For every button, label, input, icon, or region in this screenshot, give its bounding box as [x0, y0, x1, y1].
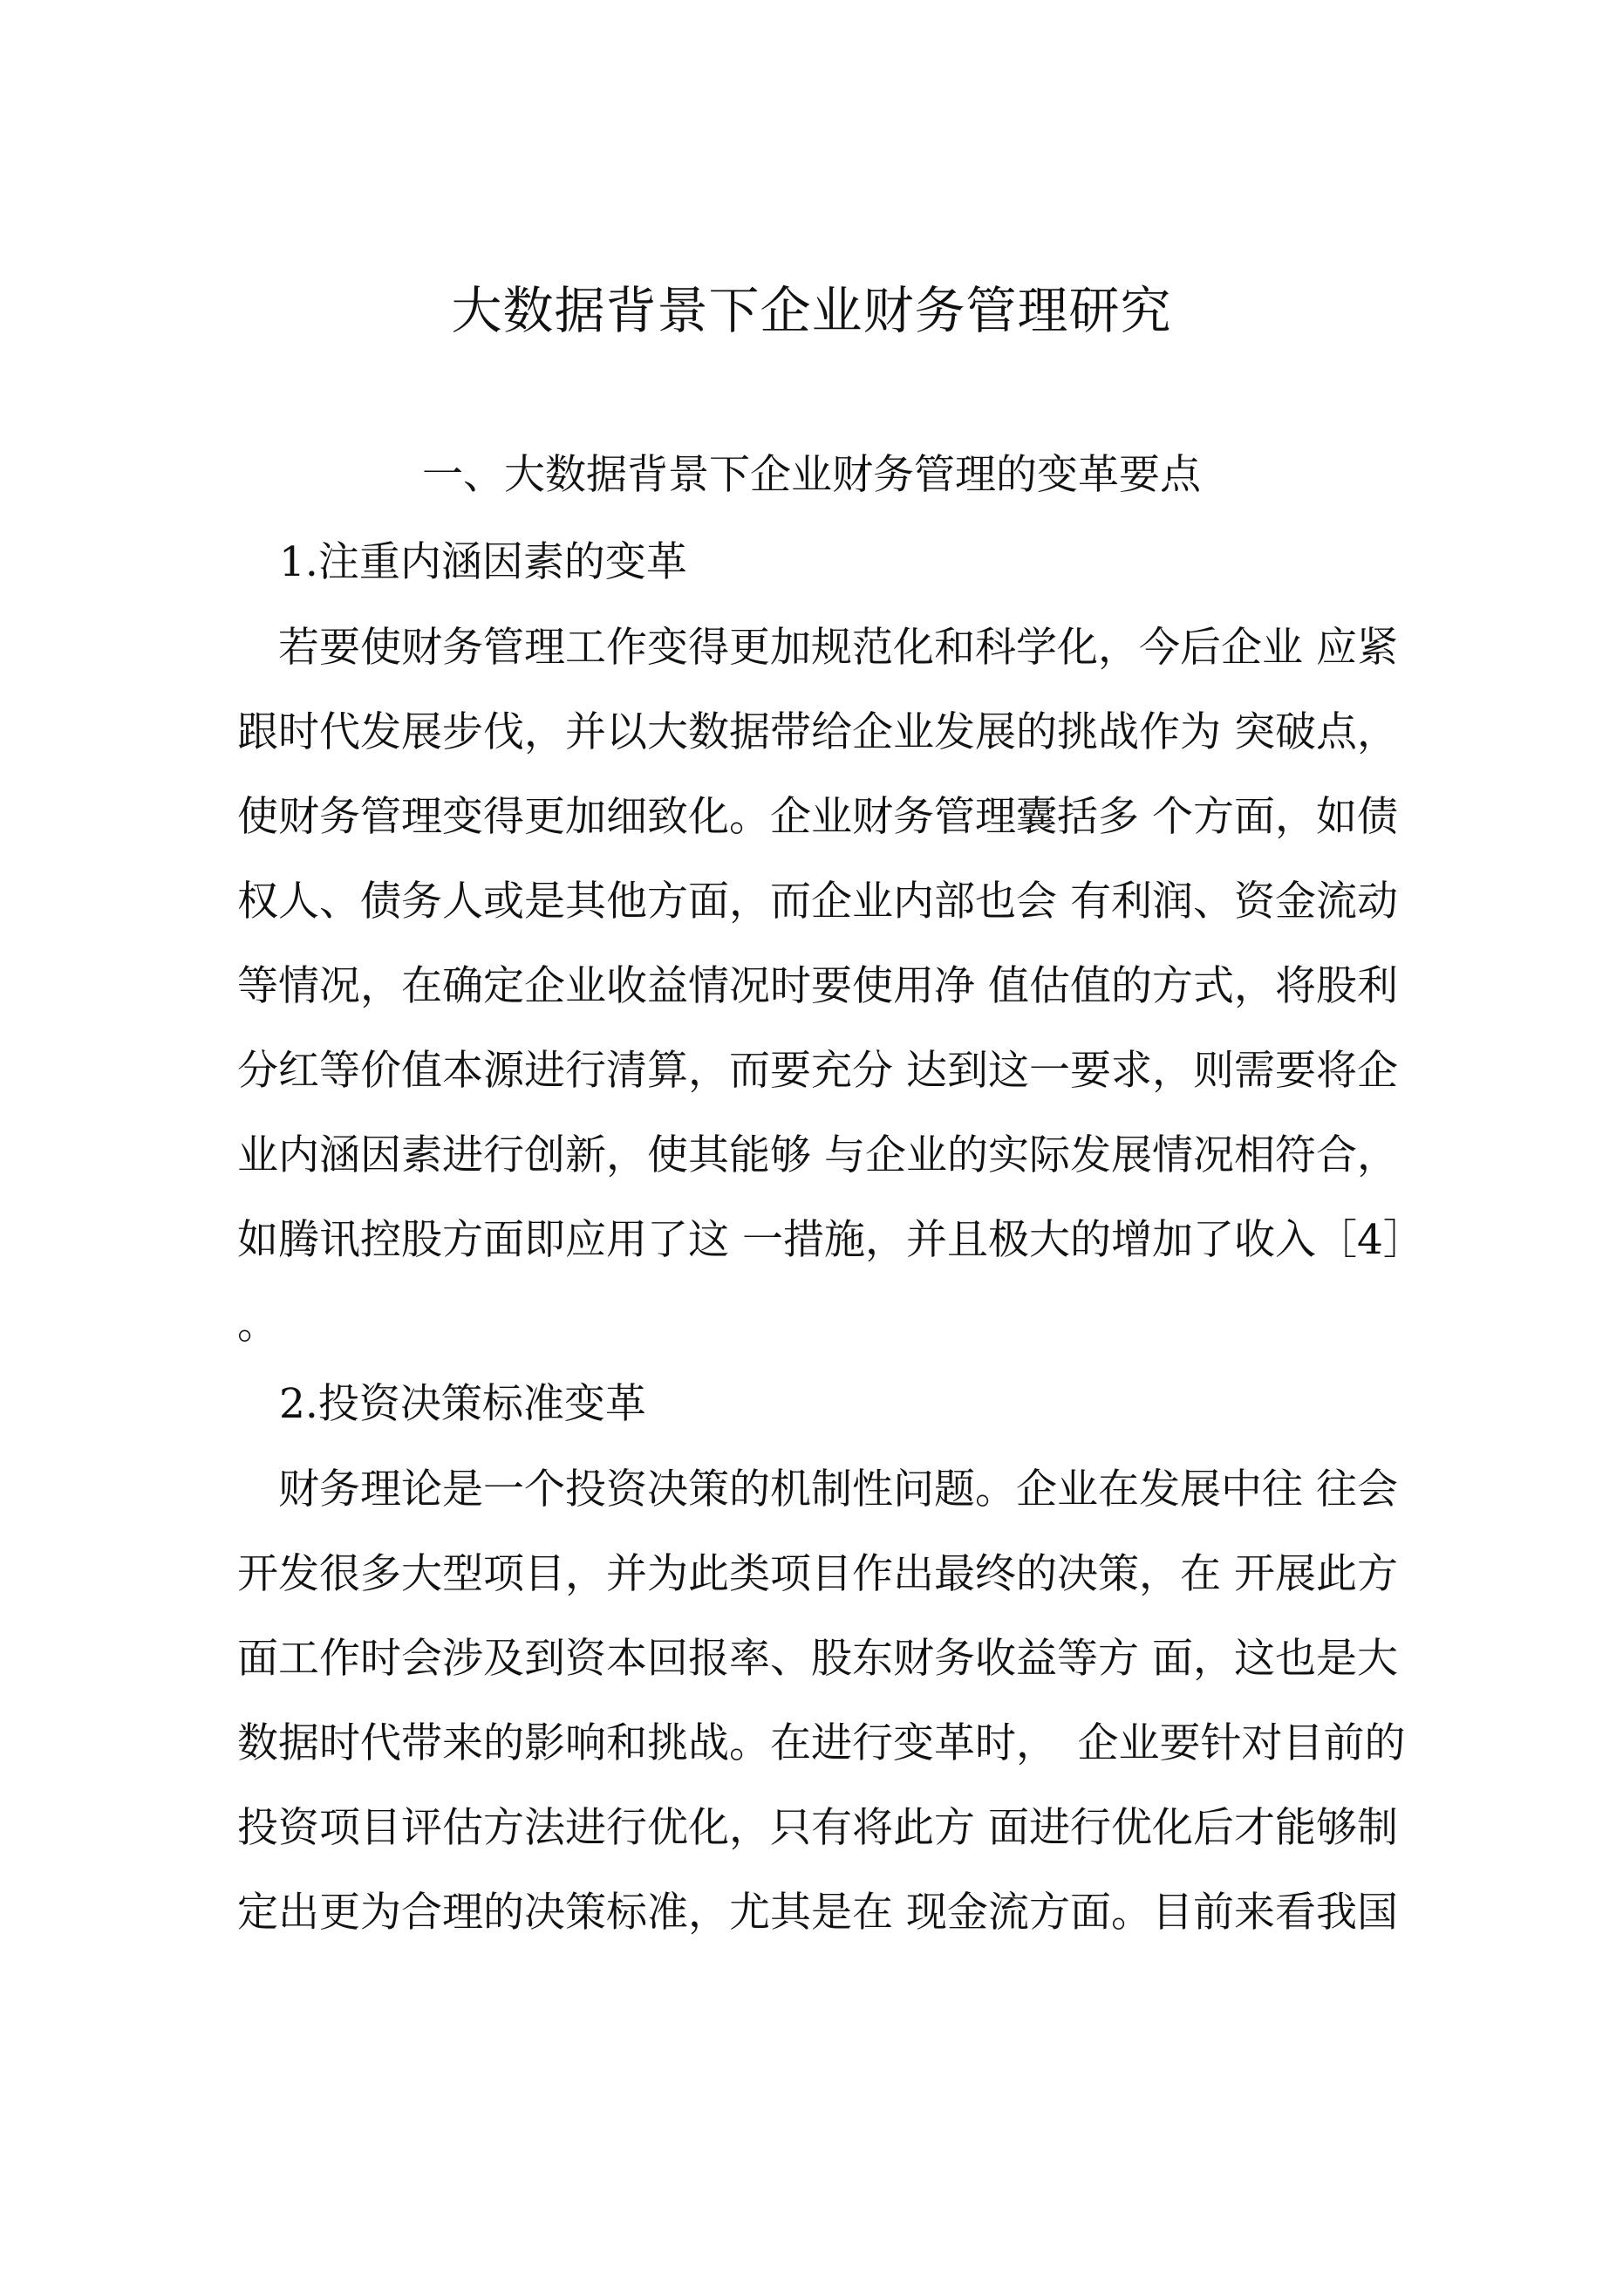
paragraph-line: 数据时代带来的影响和挑战。在进行变革时， 企业要针对目前的 — [237, 1719, 1406, 1767]
paragraph-line: 等情况，在确定企业收益情况时要使用净 值估值的方式，将股利 — [237, 962, 1398, 1010]
paragraph-line: 面工作时会涉及到资本回报率、股东财务收益等方 面，这也是大 — [237, 1635, 1398, 1683]
subsection-heading-2: 2.投资决策标准变革 — [279, 1380, 646, 1428]
paragraph-line: 分红等价值本源进行清算，而要充分 达到这一要求，则需要将企 — [237, 1047, 1398, 1095]
paragraph-line: 跟时代发展步伐，并以大数据带给企业发展的挑战作为 突破点， — [237, 708, 1398, 756]
paragraph-line: 若要使财务管理工作变得更加规范化和科学化，今后企业 应紧 — [237, 624, 1398, 672]
paragraph-line: 使财务管理变得更加细致化。企业财务管理囊括多 个方面，如债 — [237, 793, 1398, 841]
paragraph-line: 。 — [237, 1301, 278, 1349]
paragraph-line: 财务理论是一个投资决策的机制性问题。企业在发展中往 往会 — [237, 1466, 1398, 1514]
subsection-heading-1: 1.注重内涵因素的变革 — [279, 538, 687, 586]
document-title: 大数据背景下企业财务管理研究 — [451, 281, 1172, 340]
paragraph-line: 如腾讯控股方面即应用了这 一措施，并且极大的增加了收入［4］ — [237, 1216, 1424, 1264]
paragraph-line: 开发很多大型项目，并为此类项目作出最终的决策，在 开展此方 — [237, 1550, 1398, 1598]
section-heading: 一、大数据背景下企业财务管理的变革要点 — [422, 451, 1201, 499]
paragraph-line: 定出更为合理的决策标准，尤其是在 现金流方面。目前来看我国 — [237, 1889, 1398, 1937]
paragraph-line: 投资项目评估方法进行优化，只有将此方 面进行优化后才能够制 — [237, 1804, 1398, 1852]
paragraph-line: 业内涵因素进行创新，使其能够 与企业的实际发展情况相符合， — [237, 1131, 1398, 1179]
paragraph-line: 权人、债务人或是其他方面，而企业内部也会 有利润、资金流动 — [237, 878, 1398, 926]
